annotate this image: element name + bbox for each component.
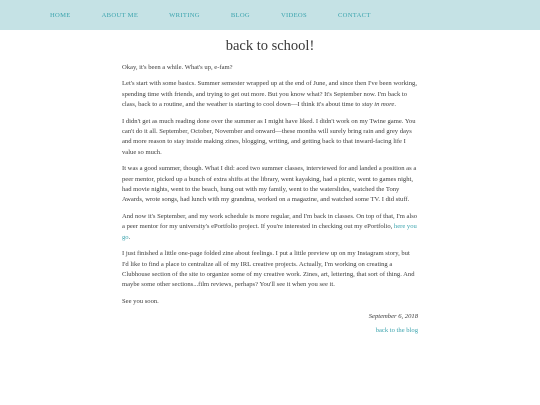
post-date: September 6, 2018: [368, 313, 418, 321]
paragraph-1: Okay, it's been a while. What's up, e-fam?: [122, 64, 233, 71]
nav-contact[interactable]: CONTACT: [337, 11, 371, 19]
back-link-row: [122, 327, 418, 334]
paragraph-2-text: Let's start with some basics. Summer semester wrapped up at the end of June, and since then I've been working, spending time with friends, and trying to get out more. But you know what? It's September now. I'm back to class, back to a routine, and the weather is starting to cool down—I think it's about time to: [122, 80, 417, 109]
nav-about-me[interactable]: ABOUT ME: [101, 11, 139, 19]
top-nav: [0, 0, 540, 30]
eportfolio-link[interactable]: here you go: [122, 223, 417, 241]
paragraph-2-emphasis: stay in more: [361, 101, 395, 109]
post-content: [122, 30, 418, 334]
paragraph-2-end: .: [394, 101, 396, 109]
nav-home[interactable]: HOME: [50, 11, 71, 19]
paragraph-2: [122, 79, 418, 110]
paragraph-5-text: And now it's September, and my work schedule is more regular, and I'm back in classes. On top of that, I'm also a peer mentor for my university's ePortfolio project. If you're interested in checking out my ePortfolio,: [122, 212, 418, 231]
post-title: back to school!: [225, 38, 315, 54]
paragraph-6: I just finished a little one-page folded zine about feelings. I put a little preview up on my Instagram story, but I'd like to find a place to centralize all of my IRL creative projects. Actually, I'm working on creating a Clubhouse section of the site to organize some of my creative work. Zines, art, lettering, that sort of thing. And maybe some other sections...film reviews, perhaps? You'll see it when you see it.: [122, 250, 415, 289]
nav-videos[interactable]: VIDEOS: [280, 11, 307, 19]
paragraph-4: It was a good summer, though. What I did: aced two summer classes, interviewed for and landed a position as a peer mentor, picked up a bunch of extra shifts at the library, went kayaking, had a picnic, went to games night, had movie nights, went to the beach, hung out with my family, went to the waterslides, watched the Tony Awards, wrote songs, had lunch with my grandma, worked on a magazine, and watched some TV. I did stuff.: [122, 165, 417, 204]
paragraph-5-end: .: [128, 233, 131, 241]
paragraph-3: I didn't get as much reading done over the summer as I might have liked. I didn't work on my Twine game. You can't do it all. September, October, November and onward—these months will surely bring rain and grey days and more reason to stay inside making zines, blogging, writing, and getting back to that inward-facing life I value so much.: [122, 117, 416, 156]
back-to-blog-link[interactable]: back to the blog: [375, 327, 418, 335]
nav-blog[interactable]: BLOG: [230, 11, 250, 19]
paragraph-7: See you soon.: [122, 297, 159, 305]
paragraph-5: [122, 212, 418, 243]
nav-writing[interactable]: WRITING: [169, 11, 200, 19]
